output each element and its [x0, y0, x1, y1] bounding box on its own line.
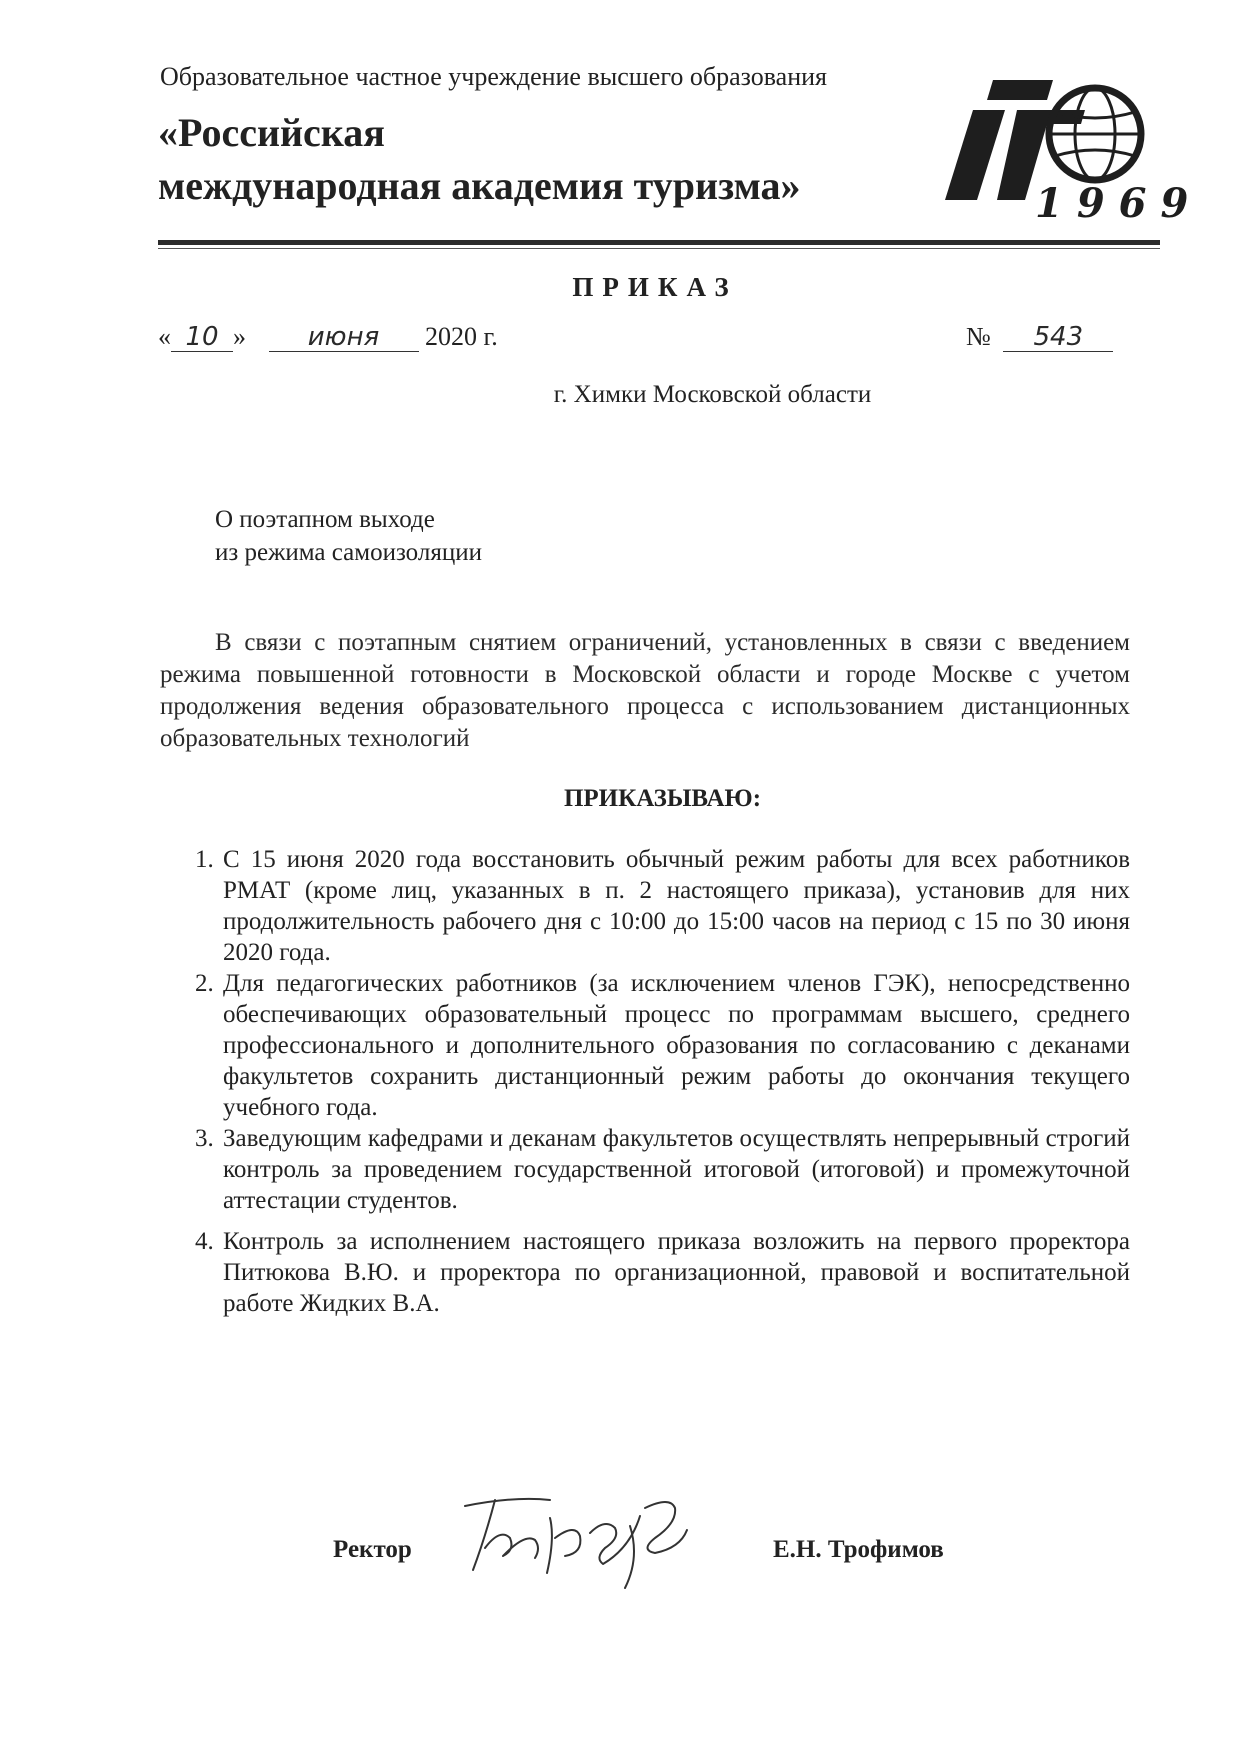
- order-item-number: 3.: [195, 1125, 214, 1152]
- organization-name-line-2: международная академия туризма»: [158, 163, 801, 208]
- logo-year: 1969: [1035, 180, 1203, 227]
- signer-position: Ректор: [333, 1536, 412, 1563]
- order-item: [195, 1226, 1130, 1319]
- order-item-number: 2.: [195, 970, 214, 997]
- order-item-number: 1.: [195, 846, 214, 873]
- order-items-list: [195, 844, 1130, 1319]
- order-date: [158, 322, 498, 352]
- date-month-handwritten: июня: [269, 323, 419, 352]
- date-year: 2020 г.: [425, 322, 498, 351]
- subject-line-2: из режима самоизоляции: [215, 539, 482, 566]
- order-item: [195, 968, 1130, 1123]
- decree-word: ПРИКАЗЫВАЮ:: [563, 785, 762, 812]
- order-item-text: С 15 июня 2020 года восстановить обычный режим работы для всех работников РМАТ (кроме лиц, указанных в п. 2 настоящего приказа), установив для них продолжительность рабочего дня с 10:00 до 15:00 часов на период с 15 по 30 июня 2020 года.: [223, 846, 1130, 966]
- signer-name: Е.Н. Трофимов: [773, 1536, 944, 1563]
- header-divider-thick: [158, 240, 1160, 245]
- preamble-text: В связи с поэтапным снятием ограничений, установленных в связи с введением режима повышенной готовности в Московской области и городе Москве с учетом продолжения ведения образовательного процесса с использованием дистанционных образовательных технологий: [160, 629, 1130, 752]
- number-label: №: [966, 322, 991, 351]
- order-item-text: Для педагогических работников (за исключением членов ГЭК), непосредственно обеспечивающих образовательный процесс по программам высшего, среднего профессионального и дополнительного образования по согласованию с деканами факультетов сохранить дистанционный режим работы до окончания текущего учебного года.: [223, 970, 1130, 1121]
- order-item-text: Заведующим кафедрами и деканам факультетов осуществлять непрерывный строгий контроль за проведением государственной итоговой (итоговой) и промежуточной аттестации студентов.: [223, 1125, 1130, 1214]
- header-divider-thin: [158, 248, 1160, 249]
- order-item-number: 4.: [195, 1228, 214, 1255]
- order-preamble: [160, 627, 1130, 755]
- order-item: [195, 1123, 1130, 1216]
- order-number: [966, 322, 1113, 352]
- order-city: г. Химки Московской области: [553, 381, 872, 408]
- subject-line-1: О поэтапном выходе: [215, 506, 435, 533]
- date-close-quote: »: [233, 322, 246, 351]
- document-type-title: ПРИКАЗ: [572, 272, 738, 302]
- organization-name-line-1: «Российская: [158, 110, 385, 155]
- organization-name: [158, 106, 801, 212]
- organization-type: Образовательное частное учреждение высшего образования: [160, 62, 827, 91]
- academy-logo-icon: [935, 72, 1203, 227]
- date-day-handwritten: 10: [171, 323, 233, 352]
- order-item: [195, 844, 1130, 968]
- date-open-quote: «: [158, 322, 171, 351]
- handwritten-signature-icon: [455, 1478, 695, 1598]
- number-handwritten: 543: [1003, 323, 1113, 352]
- order-item-text: Контроль за исполнением настоящего приказа возложить на первого проректора Питюкова В.Ю. и проректора по организационной, правовой и воспитательной работе Жидких В.А.: [223, 1228, 1130, 1317]
- order-subject: [215, 503, 482, 569]
